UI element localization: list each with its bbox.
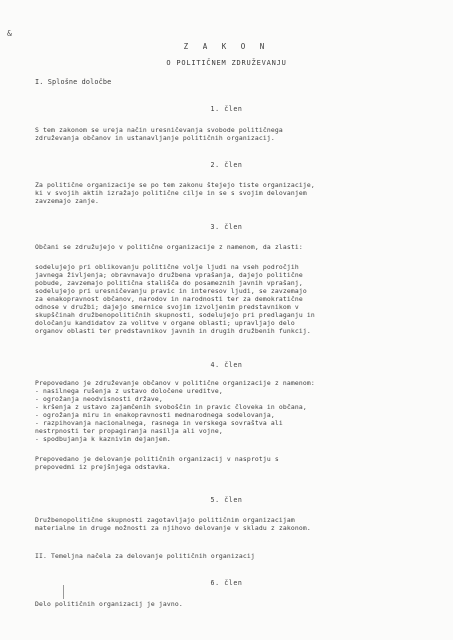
article-5-line: materialne in druge možnosti za njihovo delovanje v skladu z zakonom.: [35, 524, 311, 532]
article-3-line: za enakopravnost občanov, narodov in narodnosti ter za demokratične: [35, 295, 303, 303]
article-4-heading: 4. člen: [210, 361, 243, 369]
article-4-line: - razpihovanja nacionalnega, rasnega in verskega sovraštva ali: [35, 419, 283, 427]
section-heading-general: I. Splošne določbe: [35, 78, 112, 86]
article-3-line: določanju kandidatov za volitve v organe oblasti; upravljajo delo: [35, 319, 295, 327]
article-3-line: odnose v družbi; dajejo smernice svojim izvoljenim predstavnikom v: [35, 303, 299, 311]
article-4-line: - nasilnega rušenja z ustavo določene ureditve,: [35, 387, 223, 395]
article-3-heading: 3. člen: [210, 223, 243, 231]
article-1-heading: 1. člen: [210, 105, 243, 113]
article-1-line: S tem zakonom se ureja način uresničevanja svobode političnega: [35, 126, 283, 134]
article-5-line: Družbenopolitične skupnosti zagotavljajo političnim organizacijam: [35, 516, 295, 524]
law-title: Z A K O N: [183, 42, 270, 51]
article-3-line: organov oblasti ter predstavnikov javnih in drugih družbenih funkcij.: [35, 327, 311, 335]
article-2-line: zavzemajo zanje.: [35, 197, 99, 205]
article-3-line: Občani se združujejo v politične organizacije z namenom, da zlasti:: [35, 243, 303, 251]
corner-mark: &: [7, 29, 12, 38]
article-4-line: prepovedmi iz prejšnjega odstavka.: [35, 463, 171, 471]
article-6-heading: 6. člen: [210, 579, 243, 587]
article-4-line: - ogrožanja neodvisnosti države,: [35, 395, 163, 403]
article-2-line: ki v svojih aktih izražajo politične cilje in se s svojim delovanjem: [35, 189, 307, 197]
article-6-line: Delo političnih organizacij je javno.: [35, 600, 183, 608]
article-3-line: javnega življenja; obravnavajo družbena vprašanja, dajejo politične: [35, 271, 303, 279]
article-3-line: pobude, zavzemajo politična stališča do posameznih javnih vprašanj,: [35, 279, 303, 287]
article-4-line: - ogrožanja miru in enakopravnosti mednarodnega sodelovanja,: [35, 411, 275, 419]
article-3-line: skupščinah družbenopolitičnih skupnosti, sodelujejo pri predlaganju in: [35, 311, 315, 319]
article-2-heading: 2. člen: [210, 161, 243, 169]
section-heading-principles: II. Temeljna načela za delovanje političnih organizacij: [35, 552, 255, 560]
article-5-heading: 5. člen: [210, 496, 243, 504]
law-subtitle: O POLITIČNEM ZDRUŽEVANJU: [166, 59, 287, 67]
article-4-line: Prepovedano je delovanje političnih organizacij v nasprotju s: [35, 455, 279, 463]
article-3-line: sodelujejo pri oblikovanju politične volje ljudi na vseh področjih: [35, 263, 299, 271]
scan-artifact-mark: [63, 585, 64, 599]
article-4-line: - spodbujanja k kaznivim dejanjem.: [35, 435, 171, 443]
article-3-line: sodelujejo pri uresničevanju pravic in interesov ljudi, se zavzemajo: [35, 287, 307, 295]
article-4-line: Prepovedano je združevanje občanov v politične organizacije z namenom:: [35, 379, 315, 387]
article-2-line: Za politične organizacije se po tem zakonu štejejo tiste organizacije,: [35, 181, 315, 189]
article-4-line: nestrpnosti ter propagiranja nasilja ali vojne,: [35, 427, 223, 435]
article-1-line: združevanja občanov in ustanavljanje političnih organizacij.: [35, 134, 275, 142]
article-4-line: - kršenja z ustavo zajamčenih svoboščin in pravic človeka in občana,: [35, 403, 307, 411]
